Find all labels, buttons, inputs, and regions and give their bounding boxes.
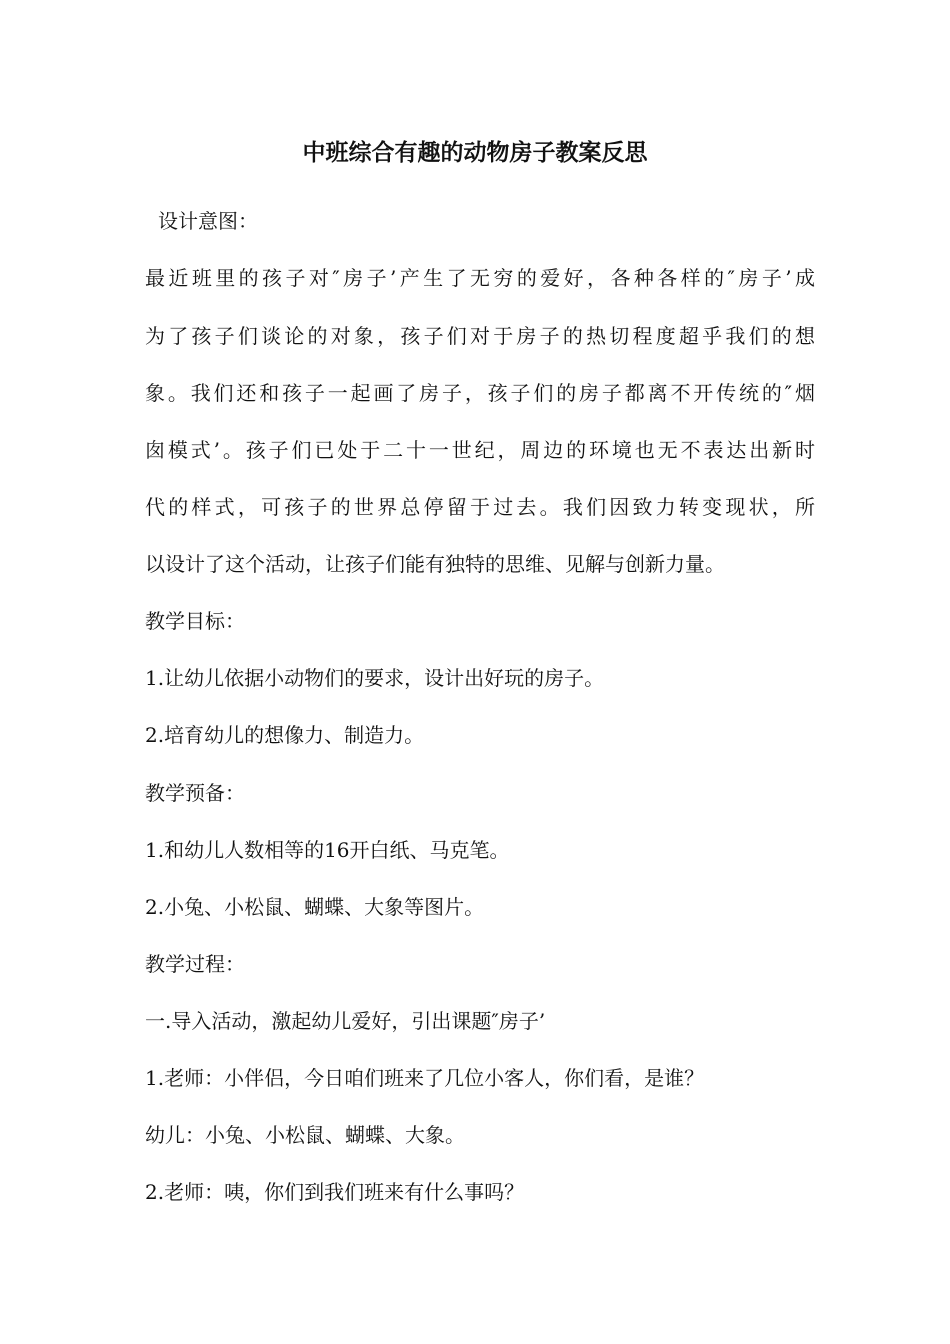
prep-heading: 教学预备：	[145, 781, 245, 805]
document-title: 中班综合有趣的动物房子教案反思	[302, 140, 648, 166]
design-intent-heading: 设计意图：	[158, 209, 258, 233]
goal-item: 1.让幼儿依据小动物们的要求，设计出好玩的房子。	[145, 666, 605, 690]
process-heading: 教学过程：	[145, 952, 245, 976]
process-step: 一.导入活动，激起幼儿爱好，引出课题″房子’	[145, 1009, 546, 1033]
process-step: 幼儿：小兔、小松鼠、蝴蝶、大象。	[145, 1123, 465, 1147]
paragraph-line: 为了孩子们谈论的对象，孩子们对于房子的热切程度超乎我们的想	[145, 324, 815, 348]
prep-item: 1.和幼儿人数相等的16开白纸、马克笔。	[145, 838, 510, 862]
process-step: 1.老师：小伴侣，今日咱们班来了几位小客人，你们看，是谁？	[145, 1066, 705, 1090]
paragraph-line: 囱模式’。孩子们已处于二十一世纪，周边的环境也无不表达出新时	[145, 438, 815, 462]
paragraph-line: 最近班里的孩子对″房子’产生了无穷的爱好，各种各样的″房子’成	[145, 266, 815, 290]
process-step: 2.老师：咦，你们到我们班来有什么事吗？	[145, 1180, 525, 1204]
goal-item: 2.培育幼儿的想像力、制造力。	[145, 723, 425, 747]
paragraph-line: 代的样式，可孩子的世界总停留于过去。我们因致力转变现状，所	[145, 495, 815, 519]
goals-heading: 教学目标：	[145, 609, 245, 633]
paragraph-line: 以设计了这个活动，让孩子们能有独特的思维、见解与创新力量。	[145, 552, 725, 576]
paragraph-line: 象。我们还和孩子一起画了房子，孩子们的房子都离不开传统的″烟	[145, 381, 815, 405]
prep-item: 2.小兔、小松鼠、蝴蝶、大象等图片。	[145, 895, 485, 919]
